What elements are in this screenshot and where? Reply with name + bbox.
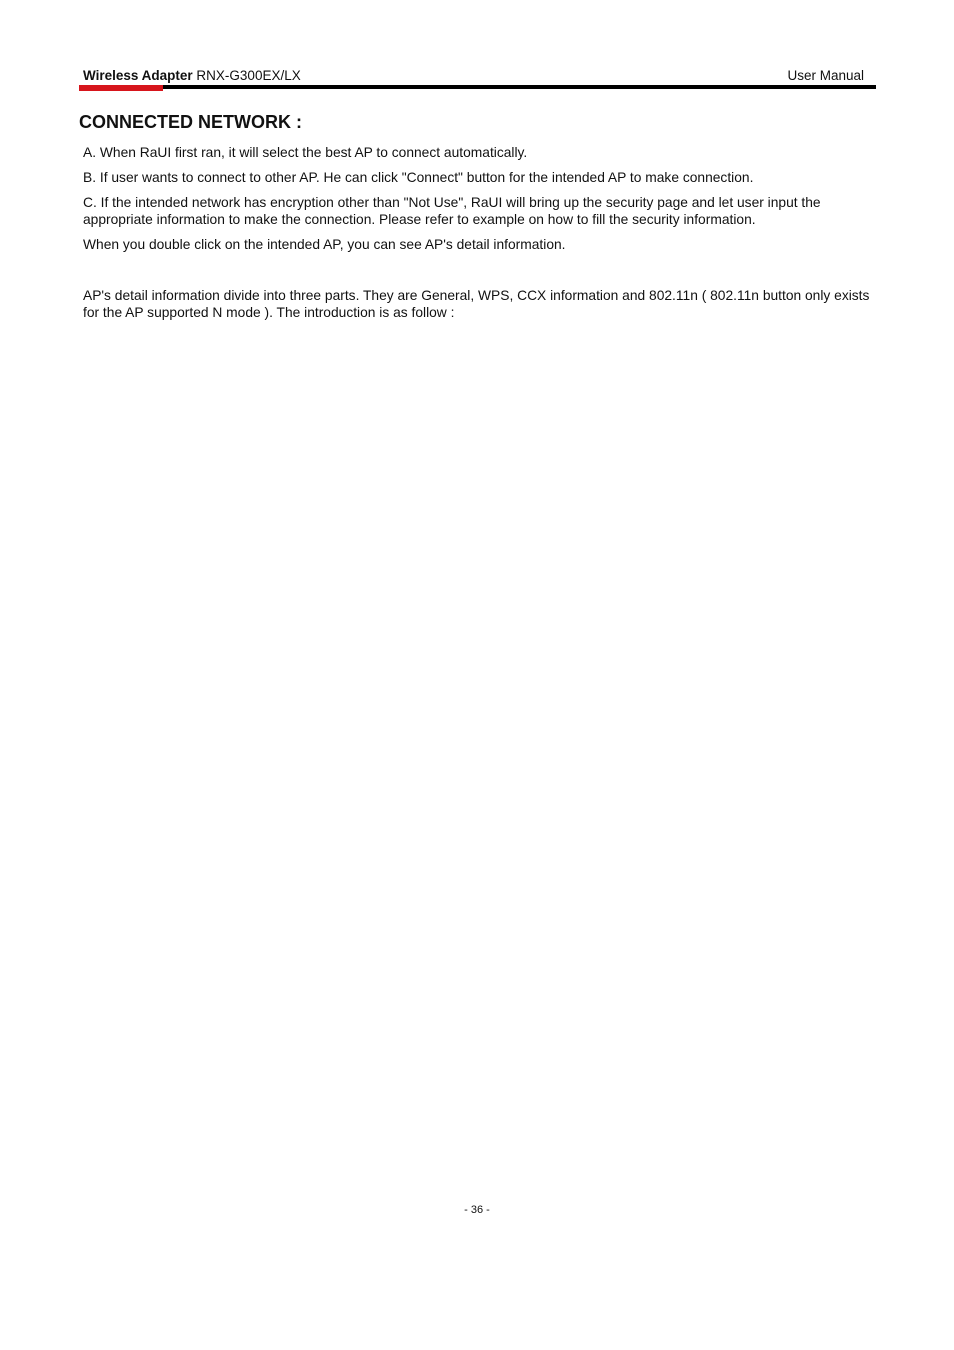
paragraph-a: A. When RaUI first ran, it will select the best AP to connect automatically. xyxy=(83,145,528,160)
paragraph-b: B. If user wants to connect to other AP. He can click "Connect" button for the intended AP to make connection. xyxy=(83,170,754,185)
header-product xyxy=(83,67,301,85)
header-rule xyxy=(79,85,876,89)
paragraph-c: C. If the intended network has encryption other than "Not Use", RaUI will bring up the security page and let user input the appropriate information to make the connection. Please refer to example on how to fill the security information. xyxy=(83,195,821,227)
page-header xyxy=(83,67,864,85)
section-title: CONNECTED NETWORK : xyxy=(79,112,302,132)
page-number: - 36 - xyxy=(464,1204,490,1216)
header-document-type: User Manual xyxy=(787,68,864,83)
header-brand: Wireless Adapter xyxy=(83,68,193,83)
header-rule-accent xyxy=(79,85,163,91)
header-model: RNX-G300EX/LX xyxy=(192,68,301,83)
paragraph-ap-detail: AP's detail information divide into three parts. They are General, WPS, CCX information and 802.11n ( 802.11n button only exists for the AP supported N mode ). The introduction is as follow : xyxy=(83,288,870,320)
paragraph-double-click: When you double click on the intended AP, you can see AP's detail information. xyxy=(83,237,566,252)
